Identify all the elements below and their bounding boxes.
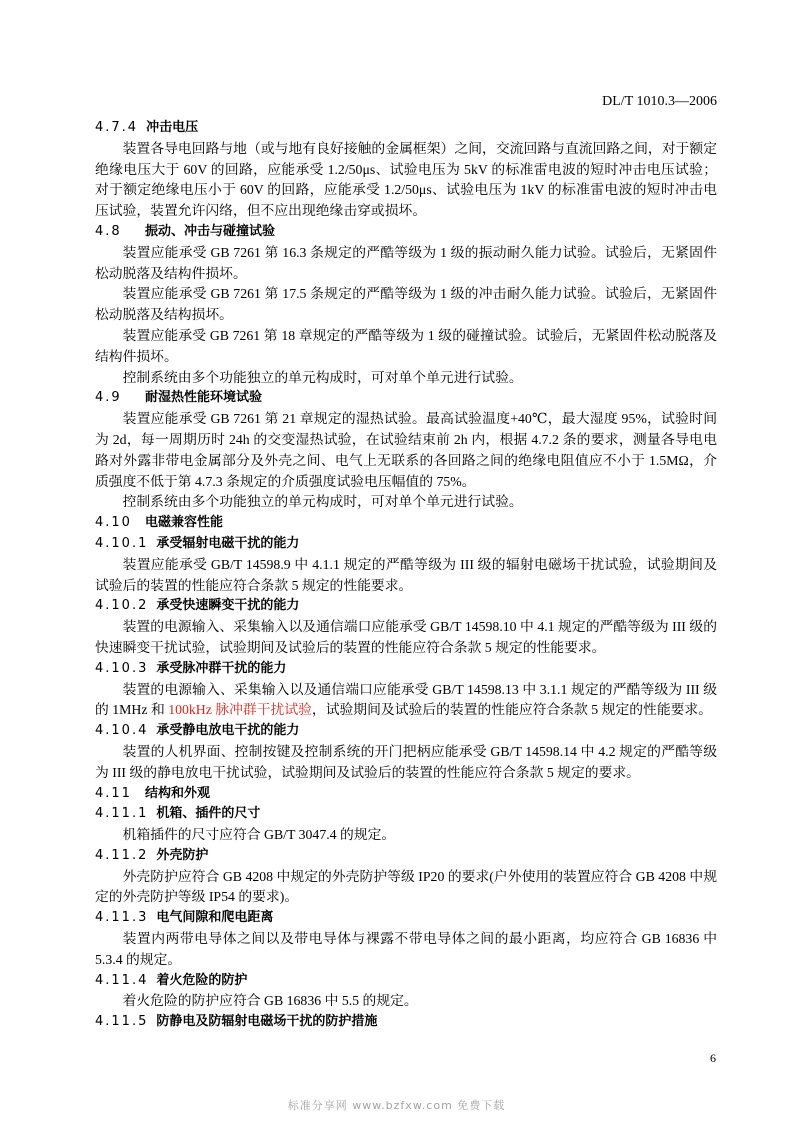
section-heading-4-10-2 [95,596,717,617]
section-title: 外壳防护 [156,847,209,863]
section-title: 电磁兼容性能 [145,515,224,531]
section-title: 振动、冲击与碰撞试验 [145,223,276,239]
section-number: 4.11.5 [95,1014,149,1030]
paragraph: 装置应能承受 GB 7261 第 18 章规定的严酷等级为 1 级的碰撞试验。试验后，无紧固件松动脱落及结构件损坏。 [95,327,717,364]
section-title: 电气间隙和爬电距离 [156,910,274,926]
section-number: 4.7.4 [95,120,139,135]
section-heading-4-9 [95,388,717,409]
paragraph: 机箱插件的尺寸应符合 GB/T 3047.4 的规定。 [122,827,396,843]
section-number: 4.11 [95,785,132,801]
section-title: 冲击电压 [146,120,199,135]
paragraph [95,680,717,722]
section-heading-4-11-3 [95,908,717,929]
section-title: 结构和外观 [145,785,211,801]
section-heading-4-10-3 [95,659,717,680]
highlighted-text: 100kHz 脉冲群干扰试验 [168,702,312,718]
section-title: 耐湿热性能环境试验 [145,390,263,406]
paragraph: 装置应能承受 GB/T 14598.9 中 4.1.1 规定的严酷等级为 III 级的辐射电磁场干扰试验，试验期间及试验后的装置的性能应符合条款 5 规定的性能要求。 [95,556,717,593]
paragraph: 装置应能承受 GB 7261 第 17.5 条规定的严酷等级为 1 级的冲击耐久能力试验。试验后，无紧固件松动脱落及结构损坏。 [95,286,717,323]
section-title: 防静电及防辐射电磁场干扰的防护措施 [156,1014,378,1030]
section-heading-4-10-1 [95,534,717,555]
section-number: 4.11.4 [95,972,149,988]
paragraph-text: ，试验期间及试验后的装置的性能应符合条款 5 规定的性能要求。 [311,702,713,718]
paragraph-text: 装置的电源输入、采集输入以及通信端口应能承受 GB/T 14598.13 中 3.1.1 规定的严酷等级为 III 级的 1MHz 和 [95,681,717,718]
paragraph: 控制系统由多个功能独立的单元构成时，可对单个单元进行试验。 [122,494,523,510]
paragraph: 装置应能承受 GB 7261 第 21 章规定的湿热试验。最高试验温度+40℃，最大湿度 95%，试验时间为 2d，每一周期历时 24h 的交变湿热试验，在试验结束前 2h 内，根据 4.7.2 条的要求，测量各导电电路对外露非带电金属部分及外壳之间、电气上无联系的各回路之间的绝缘电阻值应不小于 1.5MΩ，介质强度不低于第 4.7.3 条规定的介质强度试验电压幅值的 75%。 [95,411,717,489]
paragraph: 控制系统由多个功能独立的单元构成时，可对单个单元进行试验。 [122,369,523,385]
section-title: 承受脉冲群干扰的能力 [156,660,287,676]
section-number: 4.10.1 [95,535,149,551]
footer-watermark: 标准分享网 www.bzfxw.com 免费下载 [287,1099,506,1112]
standard-code: DL/T 1010.3—2006 [602,94,717,109]
section-title: 机箱、插件的尺寸 [156,806,261,822]
section-heading-4-11-2 [95,846,717,867]
section-number: 4.10.4 [95,723,149,739]
paragraph: 装置应能承受 GB 7261 第 16.3 条规定的严酷等级为 1 级的振动耐久能力试验。试验后，无紧固件松动脱落及结构件损坏。 [95,244,717,281]
section-number: 4.11.2 [95,847,149,863]
document-body [95,118,717,1033]
section-number: 4.9 [95,390,122,406]
section-title: 着火危险的防护 [156,972,248,988]
paragraph: 着火危险的防护应符合 GB 16836 中 5.5 的规定。 [122,993,418,1009]
section-number: 4.10.3 [95,660,149,676]
section-number: 4.10 [95,515,132,531]
section-heading-4-7-4 [95,118,717,139]
section-number: 4.8 [95,223,122,239]
paragraph: 装置的电源输入、采集输入以及通信端口应能承受 GB/T 14598.10 中 4.1 规定的严酷等级为 III 级的快速瞬变干扰试验，试验期间及试验后的装置的性能应符合条款 5 规定的性能要求。 [95,619,717,655]
section-number: 4.11.1 [95,806,149,822]
paragraph: 装置内两带电导体之间以及带电导体与裸露不带电导体之间的最小距离，均应符合 GB 16836 中 5.3.4 的规定。 [95,931,717,967]
section-heading-4-10-4 [95,721,717,742]
section-title: 承受静电放电干扰的能力 [156,723,300,739]
page-number: 6 [710,1051,716,1065]
section-heading-4-10 [95,513,717,534]
section-title: 承受辐射电磁干扰的能力 [156,535,300,551]
section-heading-4-11-1 [95,804,717,825]
paragraph: 装置各导电回路与地（或与地有良好接触的金属框架）之间，交流回路与直流回路之间，对于额定绝缘电压大于 60V 的回路，应能承受 1.2/50μs、试验电压为 5kV 的标准雷电波的短时冲击电压试验；对于额定绝缘电压小于 60V 的回路，应能承受 1.2/50μs、试验电压为 1kV 的标准雷电波的短时冲击电压试验，装置允许闪络，但不应出现绝缘击穿或损坏。 [95,140,717,219]
section-heading-4-11-5 [95,1012,717,1033]
section-number: 4.10.2 [95,598,149,614]
section-title: 承受快速瞬变干扰的能力 [156,598,300,614]
section-heading-4-11-4 [95,971,717,992]
paragraph: 外壳防护应符合 GB 4208 中规定的外壳防护等级 IP20 的要求(户外使用的装置应符合 GB 4208 中规定的外壳防护等级 IP54 的要求)。 [95,868,717,905]
paragraph: 装置的人机界面、控制按键及控制系统的开门把柄应能承受 GB/T 14598.14 中 4.2 规定的严酷等级为 III 级的静电放电干扰试验，试验期间及试验后的装置的性能应符合条款 5 规定的要求。 [95,743,717,780]
section-number: 4.11.3 [95,910,149,926]
section-heading-4-11 [95,784,717,805]
section-heading-4-8 [95,222,717,243]
